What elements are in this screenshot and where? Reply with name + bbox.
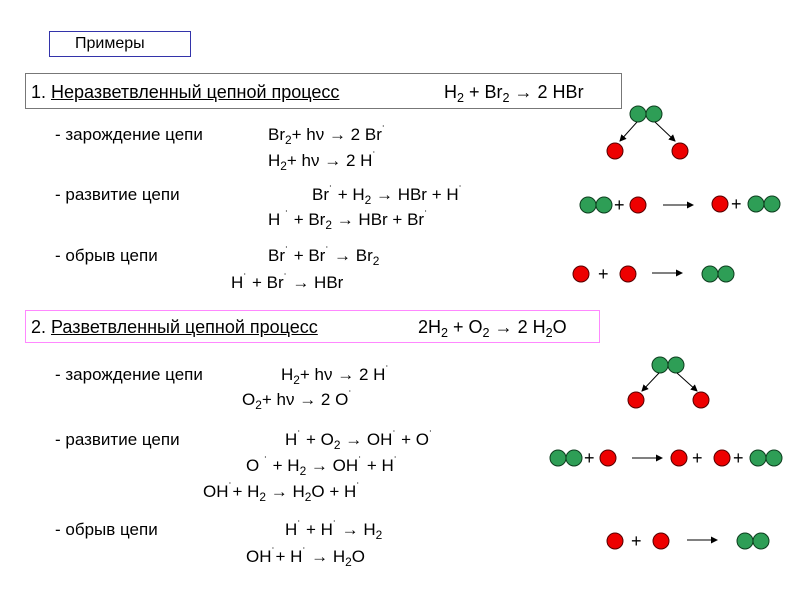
plus-sign: +	[733, 448, 744, 468]
examples-label: Примеры	[75, 35, 145, 52]
green-particle	[702, 266, 718, 282]
s2-initiation-label: - зарождение цепи	[55, 365, 203, 384]
plus-sign: +	[598, 264, 609, 284]
green-particle	[764, 196, 780, 212]
section2-title: Разветвленный цепной процесс	[51, 317, 318, 337]
s2-propagation-eq-3: $OH^˙+ H_2 \to H_2O + H^˙$	[203, 480, 361, 504]
s2-propagation-eq-1: $H^˙ + O_2 \to OH^˙ + O^˙$	[285, 428, 433, 452]
red-particle	[573, 266, 589, 282]
s2-termination-eq-1: $H^˙ + H^˙ \to H_2$	[285, 518, 383, 542]
red-particle	[630, 197, 646, 213]
plus-sign: +	[692, 448, 703, 468]
s1-termination-eq-1: $Br^˙ + Br^˙ \to Br_2$	[268, 244, 380, 268]
section2-number: 2.	[31, 317, 47, 337]
red-particle	[671, 450, 687, 466]
green-particle	[566, 450, 582, 466]
green-particle	[652, 357, 668, 373]
s1-initiation-eq-1: $Br_2+ h\nu \to 2$ Br˙	[268, 123, 386, 147]
red-particle	[600, 450, 616, 466]
s1-initiation-diagram	[607, 106, 688, 159]
green-particle	[718, 266, 734, 282]
section1-number: 1.	[31, 82, 47, 102]
red-particle	[607, 533, 623, 549]
red-particle	[714, 450, 730, 466]
green-particle	[596, 197, 612, 213]
green-particle	[580, 197, 596, 213]
green-particle	[550, 450, 566, 466]
red-particle	[628, 392, 644, 408]
red-particle	[693, 392, 709, 408]
s2-initiation-eq-2: $O_2+ h\nu \to 2$ O˙	[242, 388, 353, 412]
s1-propagation-label: - развитие цепи	[55, 185, 180, 204]
s2-initiation-eq-1: $H_2+ h\nu \to 2$ H˙	[281, 363, 390, 387]
green-particle	[766, 450, 782, 466]
section1-title: Неразветвленный цепной процесс	[51, 82, 340, 102]
s2-termination-label: - обрыв цепи	[55, 520, 158, 539]
red-particle	[712, 196, 728, 212]
s1-propagation-eq-1: $Br^˙ + H_2$ → HBr + H˙	[312, 183, 463, 207]
section2-equation: $2H_2 + O_2 \to 2$ $H_2O$	[418, 317, 567, 340]
plus-sign: +	[731, 194, 742, 214]
plus-sign: +	[614, 195, 625, 215]
green-particle	[646, 106, 662, 122]
s1-propagation-eq-2: H $^˙ + Br_2$ → HBr + Br˙	[268, 208, 429, 232]
s1-termination-diagram	[573, 264, 734, 284]
red-particle	[607, 143, 623, 159]
green-particle	[750, 450, 766, 466]
green-particle	[668, 357, 684, 373]
red-particle	[620, 266, 636, 282]
s1-termination-label: - обрыв цепи	[55, 246, 158, 265]
section1-equation: $H_2 + Br_2 \to 2$ HBr	[444, 82, 584, 105]
green-particle	[748, 196, 764, 212]
green-particle	[737, 533, 753, 549]
plus-sign: +	[631, 531, 642, 551]
green-particle	[630, 106, 646, 122]
s1-propagation-diagram	[580, 194, 780, 215]
plus-sign: +	[584, 448, 595, 468]
s2-propagation-eq-2: O $^˙ + H_2 \to OH^˙ + H^˙$	[246, 454, 398, 478]
red-particle	[653, 533, 669, 549]
green-particle	[753, 533, 769, 549]
s1-initiation-eq-2: $H_2+ h\nu \to 2$ H˙	[268, 149, 377, 173]
s1-initiation-label: - зарождение цепи	[55, 125, 203, 144]
s2-initiation-diagram	[628, 357, 709, 408]
s2-termination-eq-2: $OH^˙+ H^˙ \to H_2O$	[246, 545, 365, 569]
s2-propagation-diagram	[550, 448, 782, 468]
s2-termination-diagram	[607, 531, 769, 551]
s1-termination-eq-2: H˙ + Br˙ → HBr	[231, 271, 344, 292]
red-particle	[672, 143, 688, 159]
s2-propagation-label: - развитие цепи	[55, 430, 180, 449]
